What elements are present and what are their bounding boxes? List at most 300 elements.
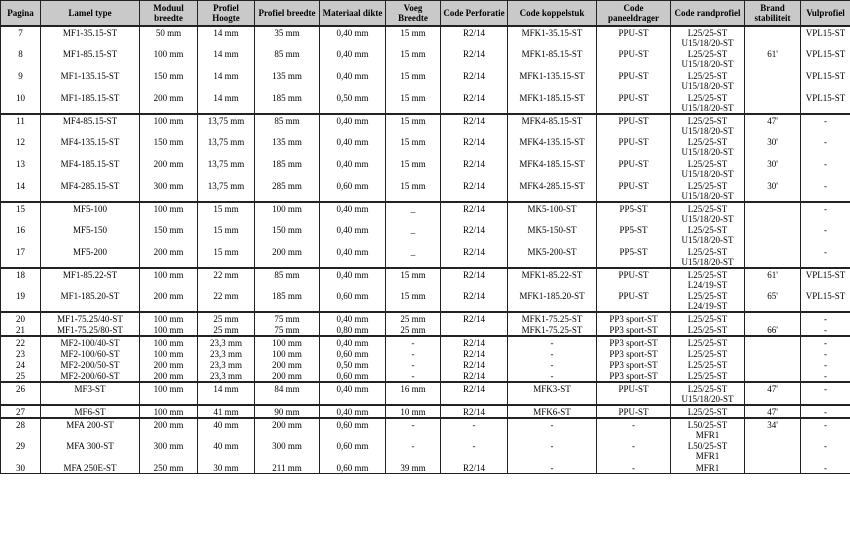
fire-stability-cell	[745, 70, 801, 92]
header-row	[1, 1, 850, 27]
edge-profile-cell	[671, 382, 745, 405]
profile-height-cell: 14 mm	[198, 70, 255, 92]
module-width-cell: 200 mm	[140, 418, 198, 440]
table-row	[1, 136, 850, 158]
edge-profile-line: L25/25-ST	[687, 159, 728, 169]
page-cell: 26	[1, 382, 41, 405]
edge-profile-line: U15/18/20-ST	[681, 81, 734, 91]
profile-width-cell: 185 mm	[255, 92, 320, 114]
perforation-code-cell: R2/14	[441, 290, 508, 312]
module-width-cell: 200 mm	[140, 359, 198, 370]
edge-profile-line: L25/25-ST	[687, 291, 728, 301]
edge-profile-cell	[671, 70, 745, 92]
profile-height-cell: 13,75 mm	[198, 136, 255, 158]
material-thickness-cell: 0,80 mm	[320, 324, 386, 336]
page-cell: 13	[1, 158, 41, 180]
edge-profile-line: U15/18/20-ST	[681, 103, 734, 113]
material-thickness-cell: 0,40 mm	[320, 224, 386, 246]
lamel-type-cell: MF5-200	[41, 246, 140, 268]
profile-width-cell: 200 mm	[255, 418, 320, 440]
fire-stability-cell	[745, 92, 801, 114]
page-cell: 28	[1, 418, 41, 440]
carrier-code-cell: PP5-ST	[597, 246, 671, 268]
profile-height-cell: 23,3 mm	[198, 359, 255, 370]
page-cell: 9	[1, 70, 41, 92]
edge-profile-cell	[671, 440, 745, 462]
module-width-cell: 250 mm	[140, 462, 198, 474]
fire-stability-cell: 61'	[745, 48, 801, 70]
lamel-type-cell: MF1-135.15-ST	[41, 70, 140, 92]
joint-width-cell: 39 mm	[386, 462, 441, 474]
module-width-cell: 200 mm	[140, 158, 198, 180]
module-width-cell: 150 mm	[140, 70, 198, 92]
lamel-type-cell: MF1-185.20-ST	[41, 290, 140, 312]
edge-profile-line: U15/18/20-ST	[681, 191, 734, 201]
filler-profile-cell: -	[801, 158, 850, 180]
table-row	[1, 324, 850, 336]
edge-profile-line: L50/25-ST	[687, 420, 728, 430]
page-cell: 17	[1, 246, 41, 268]
profile-width-cell: 85 mm	[255, 114, 320, 136]
column-header: Profiel Hoogte	[198, 1, 255, 27]
edge-profile-line: L25/25-ST	[687, 225, 728, 235]
perforation-code-cell: R2/14	[441, 370, 508, 382]
module-width-cell: 100 mm	[140, 114, 198, 136]
profile-width-cell: 300 mm	[255, 440, 320, 462]
page-cell: 11	[1, 114, 41, 136]
joint-width-cell: 15 mm	[386, 290, 441, 312]
coupling-code-cell: MFK1-75.25-ST	[508, 324, 597, 336]
coupling-code-cell: MK5-100-ST	[508, 202, 597, 224]
edge-profile-cell	[671, 359, 745, 370]
fire-stability-cell	[745, 359, 801, 370]
profile-height-cell: 25 mm	[198, 312, 255, 324]
module-width-cell: 200 mm	[140, 290, 198, 312]
filler-profile-cell: VPL15-ST	[801, 70, 850, 92]
module-width-cell: 100 mm	[140, 324, 198, 336]
module-width-cell: 300 mm	[140, 180, 198, 202]
edge-profile-line: L25/25-ST	[687, 407, 728, 417]
coupling-code-cell: MFK1-185.15-ST	[508, 92, 597, 114]
column-header: Code koppelstuk	[508, 1, 597, 27]
table-row	[1, 246, 850, 268]
fire-stability-cell	[745, 312, 801, 324]
edge-profile-line: L25/25-ST	[687, 325, 728, 335]
material-thickness-cell: 0,40 mm	[320, 336, 386, 348]
lamel-type-cell: MF5-150	[41, 224, 140, 246]
edge-profile-cell	[671, 290, 745, 312]
profile-height-cell: 23,3 mm	[198, 370, 255, 382]
lamel-type-cell: MF4-185.15-ST	[41, 158, 140, 180]
profile-width-cell: 285 mm	[255, 180, 320, 202]
edge-profile-line: U15/18/20-ST	[681, 169, 734, 179]
profile-width-cell: 90 mm	[255, 405, 320, 418]
page-cell: 23	[1, 348, 41, 359]
carrier-code-cell: PP3 sport-ST	[597, 370, 671, 382]
joint-width-cell: 15 mm	[386, 136, 441, 158]
profile-height-cell: 25 mm	[198, 324, 255, 336]
coupling-code-cell: MFK6-ST	[508, 405, 597, 418]
table-row	[1, 359, 850, 370]
table-row	[1, 114, 850, 136]
fire-stability-cell	[745, 462, 801, 474]
filler-profile-cell: -	[801, 382, 850, 405]
material-thickness-cell: 0,40 mm	[320, 136, 386, 158]
edge-profile-line: L25/25-ST	[687, 49, 728, 59]
coupling-code-cell: -	[508, 348, 597, 359]
edge-profile-line: L25/25-ST	[687, 28, 728, 38]
material-thickness-cell: 0,40 mm	[320, 246, 386, 268]
profile-height-cell: 15 mm	[198, 246, 255, 268]
joint-width-cell: 15 mm	[386, 114, 441, 136]
perforation-code-cell: R2/14	[441, 224, 508, 246]
carrier-code-cell: -	[597, 440, 671, 462]
joint-width-cell: 15 mm	[386, 158, 441, 180]
coupling-code-cell: MFK1-185.20-ST	[508, 290, 597, 312]
fire-stability-cell	[745, 202, 801, 224]
page-cell: 30	[1, 462, 41, 474]
material-thickness-cell: 0,40 mm	[320, 382, 386, 405]
edge-profile-cell	[671, 405, 745, 418]
material-thickness-cell: 0,40 mm	[320, 268, 386, 290]
carrier-code-cell: PPU-ST	[597, 290, 671, 312]
joint-width-cell: 25 mm	[386, 324, 441, 336]
module-width-cell: 100 mm	[140, 336, 198, 348]
table-row	[1, 70, 850, 92]
profile-width-cell: 185 mm	[255, 158, 320, 180]
filler-profile-cell: -	[801, 359, 850, 370]
coupling-code-cell: MK5-150-ST	[508, 224, 597, 246]
material-thickness-cell: 0,40 mm	[320, 405, 386, 418]
edge-profile-line: MFR1	[695, 463, 720, 473]
module-width-cell: 50 mm	[140, 26, 198, 48]
joint-width-cell: -	[386, 440, 441, 462]
lamel-type-cell: MF5-100	[41, 202, 140, 224]
perforation-code-cell: -	[441, 440, 508, 462]
filler-profile-cell: -	[801, 348, 850, 359]
coupling-code-cell: -	[508, 359, 597, 370]
profile-width-cell: 150 mm	[255, 224, 320, 246]
joint-width-cell: -	[386, 348, 441, 359]
table-body	[1, 26, 850, 474]
profile-height-cell: 40 mm	[198, 418, 255, 440]
filler-profile-cell: -	[801, 336, 850, 348]
edge-profile-line: U15/18/20-ST	[681, 59, 734, 69]
profile-width-cell: 75 mm	[255, 312, 320, 324]
fire-stability-cell	[745, 440, 801, 462]
profile-width-cell: 85 mm	[255, 268, 320, 290]
material-thickness-cell: 0,60 mm	[320, 290, 386, 312]
carrier-code-cell: PP3 sport-ST	[597, 359, 671, 370]
edge-profile-line: L25/25-ST	[687, 349, 728, 359]
filler-profile-cell: -	[801, 440, 850, 462]
fire-stability-cell	[745, 370, 801, 382]
coupling-code-cell: MFK1-135.15-ST	[508, 70, 597, 92]
filler-profile-cell: VPL15-ST	[801, 48, 850, 70]
perforation-code-cell: R2/14	[441, 180, 508, 202]
profile-height-cell: 23,3 mm	[198, 348, 255, 359]
coupling-code-cell: -	[508, 336, 597, 348]
edge-profile-cell	[671, 348, 745, 359]
carrier-code-cell: PPU-ST	[597, 405, 671, 418]
fire-stability-cell: 66'	[745, 324, 801, 336]
fire-stability-cell: 47'	[745, 405, 801, 418]
edge-profile-cell	[671, 224, 745, 246]
module-width-cell: 150 mm	[140, 224, 198, 246]
page-cell: 14	[1, 180, 41, 202]
edge-profile-line: U15/18/20-ST	[681, 257, 734, 267]
module-width-cell: 200 mm	[140, 92, 198, 114]
page-cell: 10	[1, 92, 41, 114]
joint-width-cell: 15 mm	[386, 180, 441, 202]
edge-profile-line: L24/19-ST	[687, 280, 728, 290]
profile-width-cell: 135 mm	[255, 70, 320, 92]
table-row	[1, 268, 850, 290]
edge-profile-line: L25/25-ST	[687, 204, 728, 214]
lamel-type-cell: MF2-100/60-ST	[41, 348, 140, 359]
profile-height-cell: 14 mm	[198, 26, 255, 48]
edge-profile-line: L50/25-ST	[687, 441, 728, 451]
carrier-code-cell: PPU-ST	[597, 268, 671, 290]
column-header: Moduul breedte	[140, 1, 198, 27]
joint-width-cell: 25 mm	[386, 312, 441, 324]
carrier-code-cell: PP3 sport-ST	[597, 336, 671, 348]
material-thickness-cell: 0,60 mm	[320, 180, 386, 202]
joint-width-cell: 15 mm	[386, 70, 441, 92]
carrier-code-cell: PP5-ST	[597, 224, 671, 246]
coupling-code-cell: MFK1-85.22-ST	[508, 268, 597, 290]
perforation-code-cell: R2/14	[441, 246, 508, 268]
filler-profile-cell: -	[801, 370, 850, 382]
column-header: Pagina	[1, 1, 41, 27]
joint-width-cell: 10 mm	[386, 405, 441, 418]
page-cell: 12	[1, 136, 41, 158]
module-width-cell: 100 mm	[140, 268, 198, 290]
table-row	[1, 92, 850, 114]
lamel-type-cell: MF3-ST	[41, 382, 140, 405]
profile-height-cell: 22 mm	[198, 268, 255, 290]
coupling-code-cell: -	[508, 440, 597, 462]
perforation-code-cell: R2/14	[441, 136, 508, 158]
edge-profile-line: U15/18/20-ST	[681, 214, 734, 224]
perforation-code-cell	[441, 324, 508, 336]
lamel-type-cell: MFA 250E-ST	[41, 462, 140, 474]
page-cell: 7	[1, 26, 41, 48]
coupling-code-cell: MFK4-135.15-ST	[508, 136, 597, 158]
material-thickness-cell: 0,40 mm	[320, 114, 386, 136]
filler-profile-cell: -	[801, 202, 850, 224]
material-thickness-cell: 0,60 mm	[320, 348, 386, 359]
joint-width-cell: _	[386, 224, 441, 246]
page-cell: 19	[1, 290, 41, 312]
profile-width-cell: 185 mm	[255, 290, 320, 312]
coupling-code-cell: MFK1-35.15-ST	[508, 26, 597, 48]
module-width-cell: 100 mm	[140, 348, 198, 359]
carrier-code-cell: PPU-ST	[597, 92, 671, 114]
module-width-cell: 100 mm	[140, 312, 198, 324]
coupling-code-cell: MK5-200-ST	[508, 246, 597, 268]
filler-profile-cell: VPL15-ST	[801, 26, 850, 48]
edge-profile-line: L25/25-ST	[687, 270, 728, 280]
edge-profile-line: U15/18/20-ST	[681, 394, 734, 404]
edge-profile-line: L25/25-ST	[687, 93, 728, 103]
filler-profile-cell: VPL15-ST	[801, 268, 850, 290]
filler-profile-cell: VPL15-ST	[801, 92, 850, 114]
perforation-code-cell: R2/14	[441, 348, 508, 359]
perforation-code-cell: R2/14	[441, 202, 508, 224]
carrier-code-cell: PPU-ST	[597, 26, 671, 48]
edge-profile-cell	[671, 114, 745, 136]
fire-stability-cell: 34'	[745, 418, 801, 440]
filler-profile-cell: -	[801, 418, 850, 440]
fire-stability-cell: 30'	[745, 158, 801, 180]
edge-profile-line: L25/25-ST	[687, 116, 728, 126]
lamel-type-cell: MF4-285.15-ST	[41, 180, 140, 202]
edge-profile-cell	[671, 158, 745, 180]
filler-profile-cell: -	[801, 246, 850, 268]
edge-profile-cell	[671, 246, 745, 268]
coupling-code-cell: -	[508, 418, 597, 440]
coupling-code-cell: MFK1-85.15-ST	[508, 48, 597, 70]
carrier-code-cell: PP3 sport-ST	[597, 324, 671, 336]
joint-width-cell: 15 mm	[386, 92, 441, 114]
table-row	[1, 440, 850, 462]
edge-profile-line: L25/25-ST	[687, 338, 728, 348]
edge-profile-line: L25/25-ST	[687, 71, 728, 81]
edge-profile-cell	[671, 336, 745, 348]
module-width-cell: 100 mm	[140, 202, 198, 224]
edge-profile-line: L25/25-ST	[687, 360, 728, 370]
edge-profile-line: L24/19-ST	[687, 301, 728, 311]
profile-height-cell: 40 mm	[198, 440, 255, 462]
edge-profile-line: U15/18/20-ST	[681, 235, 734, 245]
profile-height-cell: 22 mm	[198, 290, 255, 312]
profile-width-cell: 85 mm	[255, 48, 320, 70]
module-width-cell: 200 mm	[140, 370, 198, 382]
table-row	[1, 370, 850, 382]
module-width-cell: 100 mm	[140, 48, 198, 70]
filler-profile-cell: -	[801, 462, 850, 474]
profile-width-cell: 200 mm	[255, 359, 320, 370]
filler-profile-cell: -	[801, 224, 850, 246]
joint-width-cell: 15 mm	[386, 48, 441, 70]
column-header: Code randprofiel	[671, 1, 745, 27]
edge-profile-cell	[671, 180, 745, 202]
filler-profile-cell: VPL15-ST	[801, 290, 850, 312]
profile-height-cell: 41 mm	[198, 405, 255, 418]
joint-width-cell: _	[386, 246, 441, 268]
material-thickness-cell: 0,40 mm	[320, 312, 386, 324]
material-thickness-cell: 0,60 mm	[320, 462, 386, 474]
fire-stability-cell	[745, 336, 801, 348]
joint-width-cell: 16 mm	[386, 382, 441, 405]
material-thickness-cell: 0,50 mm	[320, 359, 386, 370]
fire-stability-cell: 30'	[745, 180, 801, 202]
page-cell: 24	[1, 359, 41, 370]
edge-profile-line: MFR1	[695, 430, 720, 440]
coupling-code-cell: MFK3-ST	[508, 382, 597, 405]
profile-width-cell: 100 mm	[255, 202, 320, 224]
module-width-cell: 150 mm	[140, 136, 198, 158]
carrier-code-cell: PP3 sport-ST	[597, 348, 671, 359]
carrier-code-cell: -	[597, 462, 671, 474]
joint-width-cell: -	[386, 418, 441, 440]
page-cell: 29	[1, 440, 41, 462]
joint-width-cell: _	[386, 202, 441, 224]
profile-width-cell: 200 mm	[255, 370, 320, 382]
perforation-code-cell: R2/14	[441, 70, 508, 92]
lamel-type-cell: MF2-200/60-ST	[41, 370, 140, 382]
carrier-code-cell: PP3 sport-ST	[597, 312, 671, 324]
table-row	[1, 202, 850, 224]
perforation-code-cell: R2/14	[441, 336, 508, 348]
profile-height-cell: 15 mm	[198, 224, 255, 246]
column-header: Lamel type	[41, 1, 140, 27]
lamel-type-cell: MF2-100/40-ST	[41, 336, 140, 348]
page-cell: 20	[1, 312, 41, 324]
edge-profile-line: L25/25-ST	[687, 137, 728, 147]
fire-stability-cell	[745, 26, 801, 48]
filler-profile-cell: -	[801, 114, 850, 136]
edge-profile-cell	[671, 312, 745, 324]
lamel-type-cell: MFA 300-ST	[41, 440, 140, 462]
lamel-type-cell: MFA 200-ST	[41, 418, 140, 440]
perforation-code-cell: R2/14	[441, 268, 508, 290]
material-thickness-cell: 0,40 mm	[320, 48, 386, 70]
filler-profile-cell: -	[801, 324, 850, 336]
lamel-type-cell: MF1-85.22-ST	[41, 268, 140, 290]
edge-profile-line: L25/25-ST	[687, 384, 728, 394]
lamel-type-cell: MF6-ST	[41, 405, 140, 418]
lamel-type-cell: MF4-85.15-ST	[41, 114, 140, 136]
table-row	[1, 48, 850, 70]
fire-stability-cell: 47'	[745, 114, 801, 136]
material-thickness-cell: 0,40 mm	[320, 202, 386, 224]
edge-profile-line: MFR1	[695, 451, 720, 461]
profile-height-cell: 14 mm	[198, 382, 255, 405]
table-row	[1, 224, 850, 246]
carrier-code-cell: PPU-ST	[597, 180, 671, 202]
module-width-cell: 100 mm	[140, 405, 198, 418]
page-cell: 22	[1, 336, 41, 348]
joint-width-cell: -	[386, 370, 441, 382]
carrier-code-cell: PPU-ST	[597, 48, 671, 70]
material-thickness-cell: 0,60 mm	[320, 418, 386, 440]
module-width-cell: 100 mm	[140, 382, 198, 405]
filler-profile-cell: -	[801, 405, 850, 418]
material-thickness-cell: 0,50 mm	[320, 92, 386, 114]
page-cell: 15	[1, 202, 41, 224]
page-cell: 27	[1, 405, 41, 418]
fire-stability-cell	[745, 224, 801, 246]
carrier-code-cell: PP5-ST	[597, 202, 671, 224]
lamel-type-cell: MF1-185.15-ST	[41, 92, 140, 114]
joint-width-cell: -	[386, 336, 441, 348]
material-thickness-cell: 0,60 mm	[320, 370, 386, 382]
carrier-code-cell: PPU-ST	[597, 382, 671, 405]
table-row	[1, 336, 850, 348]
fire-stability-cell: 65'	[745, 290, 801, 312]
joint-width-cell: -	[386, 359, 441, 370]
edge-profile-cell	[671, 136, 745, 158]
edge-profile-cell	[671, 324, 745, 336]
perforation-code-cell: R2/14	[441, 462, 508, 474]
edge-profile-line: L25/25-ST	[687, 247, 728, 257]
perforation-code-cell: R2/14	[441, 158, 508, 180]
profile-width-cell: 200 mm	[255, 246, 320, 268]
perforation-code-cell: R2/14	[441, 312, 508, 324]
lamel-type-cell: MF1-75.25/80-ST	[41, 324, 140, 336]
